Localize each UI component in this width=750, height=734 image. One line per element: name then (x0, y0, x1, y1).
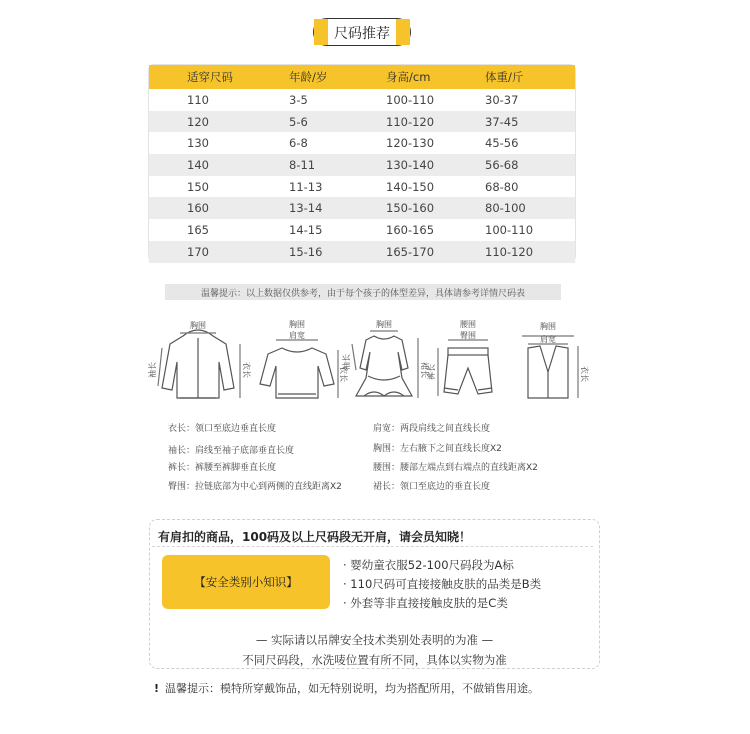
cell-age: 11-13 (289, 179, 323, 194)
cell-size: 110 (187, 92, 209, 107)
cell-weight: 110-120 (485, 244, 534, 259)
cell-age: 13-14 (289, 201, 323, 216)
header-age: 年龄/岁 (289, 70, 328, 84)
cell-age: 8-11 (289, 157, 316, 172)
definition-item (373, 441, 502, 454)
definition-term: 胸围： (373, 444, 401, 454)
dress-sleeve-label: 袖长 (342, 354, 351, 370)
cell-weight: 80-100 (485, 201, 526, 216)
cell-size: 165 (187, 222, 209, 237)
cell-age: 15-16 (289, 244, 323, 259)
safety-item: · 110尺码可直接接触皮肤的品类是B类 (343, 577, 542, 591)
safety-item: · 外套等非直接接触皮肤的是C类 (343, 596, 508, 610)
definition-desc: 拉链底部为中心到两侧的直线距离X2 (195, 482, 342, 492)
definition-desc: 左右腋下之间直线长度X2 (400, 444, 502, 454)
jacket-sleeve-label: 袖长 (148, 362, 157, 378)
vest-shoulder-label: 肩宽 (540, 335, 556, 344)
vest-length-label: 衣长 (580, 366, 589, 382)
table-row (149, 154, 575, 176)
pants-diagram (427, 318, 506, 400)
cell-size: 130 (187, 136, 209, 151)
definition-desc: 肩线至袖子底部垂直长度 (195, 446, 295, 456)
pants-length-label: 裤长 (427, 364, 436, 380)
definition-desc: 腰部左端点到右端点的直线距离X2 (400, 463, 538, 473)
jacket-icon (148, 318, 251, 400)
size-table (148, 64, 576, 262)
definition-item (373, 479, 490, 492)
definition-item (168, 443, 294, 456)
table-row (149, 89, 575, 111)
notice-footer-2: 不同尺码段，水洗唛位置有所不同，具体以实物为准 (242, 653, 507, 667)
dress-length-label: 裙长 (420, 362, 429, 378)
table-row (149, 241, 575, 263)
jacket-chest-label: 胸围 (190, 321, 206, 330)
table-row (149, 197, 575, 219)
pants-icon (427, 318, 506, 400)
sweater-length-label: 衣长 (339, 366, 348, 382)
cell-size: 150 (187, 179, 209, 194)
cell-size: 160 (187, 201, 209, 216)
header-height: 身高/cm (386, 70, 431, 84)
safety-item: · 婴幼童衣服52-100尺码段为A标 (343, 558, 514, 572)
notice-footer-1: — 实际请以吊牌安全技术类别处表明的为准 — (255, 633, 494, 647)
section-title (313, 18, 411, 46)
definition-desc: 领口至底边的垂直长度 (400, 482, 491, 492)
cell-weight: 68-80 (485, 179, 519, 194)
header-weight: 体重/斤 (485, 70, 524, 84)
pants-hip-label: 臀围 (460, 331, 476, 340)
definition-term: 袖长： (168, 446, 196, 456)
cell-height: 140-150 (386, 179, 435, 194)
sweater-chest-label: 胸围 (289, 320, 305, 329)
cell-height: 100-110 (386, 92, 435, 107)
cell-weight: 37-45 (485, 114, 519, 129)
cell-height: 150-160 (386, 201, 435, 216)
definition-desc: 领口至底边垂直长度 (195, 424, 277, 434)
definition-item (168, 460, 276, 473)
table-row (149, 219, 575, 241)
table-header (149, 65, 575, 89)
definition-item (168, 479, 342, 492)
cell-height: 120-130 (386, 136, 435, 151)
vest-icon (510, 318, 589, 400)
bottom-tip (154, 680, 539, 696)
definition-term: 衣长： (168, 424, 196, 434)
definition-item (373, 421, 490, 434)
tip-banner: 温馨提示：以上数据仅供参考，由于每个孩子的体型差异，具体请参考详情尺码表 (165, 284, 561, 300)
notice-heading: 有肩扣的商品，100码及以上尺码段无开肩，请会员知晓！ (158, 530, 472, 544)
warning-icon: ! (154, 682, 160, 695)
cell-size: 140 (187, 157, 209, 172)
cell-age: 6-8 (289, 136, 308, 151)
notice-divider (152, 546, 593, 547)
definition-desc: 裤腰至裤脚垂直长度 (195, 463, 277, 473)
cell-weight: 100-110 (485, 222, 534, 237)
cell-height: 160-165 (386, 222, 435, 237)
bottom-tip-text: 温馨提示：模特所穿戴饰品，如无特别说明，均为搭配所用，不做销售用途。 (165, 682, 540, 695)
safety-badge: 【安全类别小知识】 (162, 555, 330, 609)
cell-height: 165-170 (386, 244, 435, 259)
jacket-length-label: 衣长 (242, 362, 251, 378)
definition-desc: 两段肩线之间直线长度 (400, 424, 491, 434)
cell-age: 14-15 (289, 222, 323, 237)
definition-term: 肩宽： (373, 424, 401, 434)
cell-weight: 45-56 (485, 136, 519, 151)
section-title-text: 尺码推荐 (334, 26, 390, 42)
cell-height: 110-120 (386, 114, 435, 129)
cell-weight: 30-37 (485, 92, 519, 107)
dress-chest-label: 胸围 (376, 320, 392, 329)
pants-waist-label: 腰围 (460, 320, 476, 329)
definition-term: 臀围： (168, 482, 196, 492)
cell-size: 120 (187, 114, 209, 129)
vest-diagram (510, 318, 589, 400)
header-size: 适穿尺码 (187, 70, 233, 84)
definition-term: 裙长： (373, 482, 401, 492)
definition-term: 腰围： (373, 463, 401, 473)
definition-term: 裤长： (168, 463, 196, 473)
table-row (149, 176, 575, 198)
definition-item (168, 421, 276, 434)
definition-item (373, 460, 538, 473)
cell-weight: 56-68 (485, 157, 519, 172)
table-row (149, 132, 575, 154)
cell-size: 170 (187, 244, 209, 259)
cell-age: 3-5 (289, 92, 308, 107)
sweater-shoulder-label: 肩宽 (289, 331, 305, 340)
vest-chest-label: 胸围 (540, 322, 556, 331)
cell-age: 5-6 (289, 114, 308, 129)
jacket-diagram (148, 318, 251, 400)
cell-height: 130-140 (386, 157, 435, 172)
table-row (149, 111, 575, 133)
